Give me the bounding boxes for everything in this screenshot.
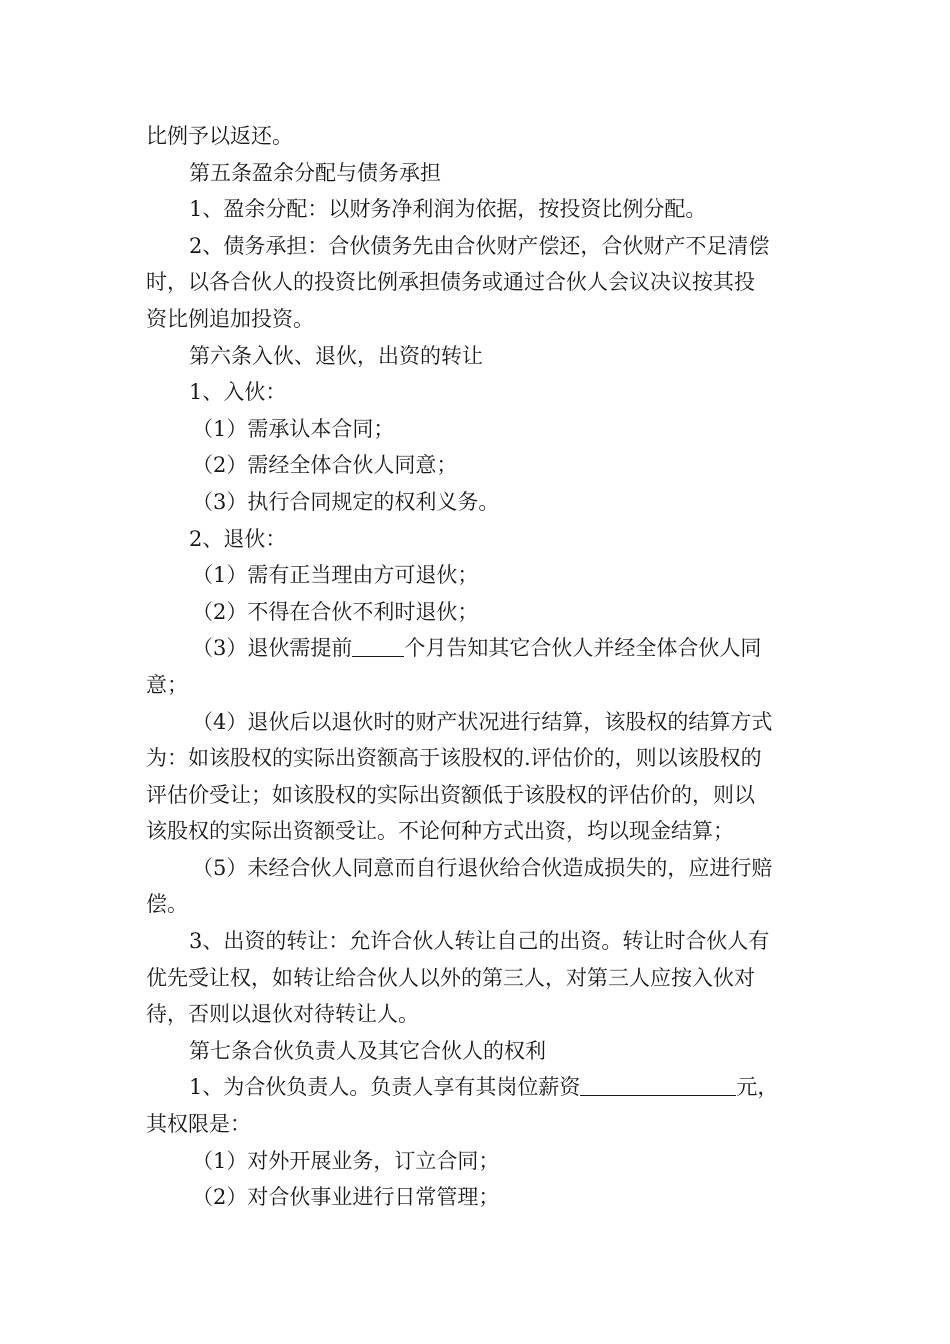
text-segment: 元， (736, 1075, 779, 1100)
list-item: （1）对外开展业务，订立合同； (192, 1148, 500, 1173)
fill-in-blank[interactable] (580, 1073, 736, 1096)
text-line: 比例予以返还。 (146, 124, 293, 148)
text-line: 偿。 (146, 892, 188, 917)
list-item: （1）需有正当理由方可退伙； (192, 563, 479, 588)
clause-line: 2、退伙： (189, 526, 287, 551)
text-line: 评估价受让；如该股权的实际出资额低于该股权的评估价的，则以 (146, 782, 755, 807)
fill-in-blank[interactable] (352, 634, 404, 657)
list-item: （3）执行合同规定的权利义务。 (192, 489, 500, 514)
clause-line: 2、债务承担：合伙债务先由合伙财产偿还，合伙财产不足清偿 (189, 233, 770, 258)
text-line: 为：如该股权的实际出资额高于该股权的.评估价的，则以该股权的 (146, 746, 762, 771)
text-segment: （3）退伙需提前 (192, 636, 353, 661)
section-heading: 第六条入伙、退伙，出资的转让 (189, 343, 483, 368)
text-line: 优先受让权，如转让给合伙人以外的第三人，对第三人应按入伙对 (146, 965, 755, 990)
text-segment: 个月告知其它合伙人并经全体合伙人同 (404, 636, 762, 661)
text-line: 时，以各合伙人的投资比例承担债务或通过合伙人会议决议按其投 (146, 270, 755, 295)
clause-line: 1、入伙： (189, 380, 287, 405)
list-item: （5）未经合伙人同意而自行退伙给合伙造成损失的，应进行赔 (192, 855, 773, 880)
text-line: 意； (146, 672, 188, 697)
text-line: 待，否则以退伙对待转让人。 (146, 1002, 419, 1027)
text-line: 其权限是： (146, 1112, 251, 1137)
list-item: （2）不得在合伙不利时退伙； (192, 599, 479, 624)
clause-line: 1、盈余分配：以财务净利润为依据，按投资比例分配。 (189, 197, 707, 222)
text-line: 资比例追加投资。 (146, 306, 314, 331)
text-line: 该股权的实际出资额受让。不论何种方式出资，均以现金结算； (146, 819, 734, 844)
list-item: （1）需承认本合同； (192, 416, 395, 441)
section-heading: 第五条盈余分配与债务承担 (189, 160, 441, 185)
list-item: （2）需经全体合伙人同意； (192, 453, 458, 478)
list-item: （4）退伙后以退伙时的财产状况进行结算，该股权的结算方式 (192, 709, 773, 734)
clause-line: 3、出资的转让：允许合伙人转让自己的出资。转让时合伙人有 (189, 929, 770, 954)
list-item: （2）对合伙事业进行日常管理； (192, 1185, 500, 1210)
text-segment: 1、为合伙负责人。负责人享有其岗位薪资 (189, 1075, 581, 1100)
section-heading: 第七条合伙负责人及其它合伙人的权利 (189, 1038, 546, 1063)
document-page (146, 118, 808, 1216)
clause-line (146, 1069, 808, 1106)
list-item (146, 630, 808, 667)
